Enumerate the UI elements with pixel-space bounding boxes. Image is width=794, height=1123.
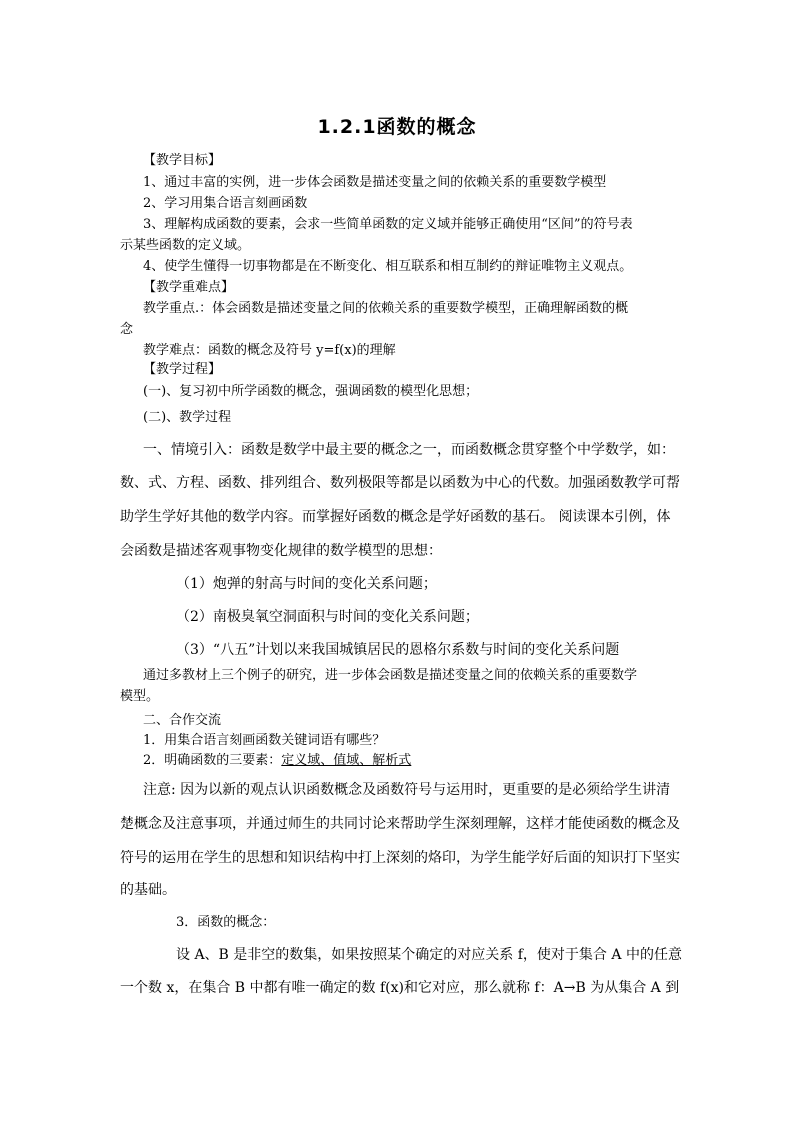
process-step-1: (一)、复习初中所学函数的概念，强调函数的模型化思想；	[143, 384, 479, 399]
note-line-1: 注意: 因为以新的观点认识函数概念及函数符号与运用时，更重要的是必须给学生讲清	[143, 782, 671, 798]
situation-line-4: 会函数是描述客观事物变化规律的数学模型的思想：	[120, 543, 442, 559]
section-heading-key: 【教学重难点】	[143, 280, 235, 295]
example-2: （2）南极臭氧空洞面积与时间的变化关系问题；	[176, 609, 479, 625]
section-heading-goals: 【教学目标】	[143, 153, 222, 168]
key-point-line-2: 念	[120, 322, 134, 337]
three-examples-line-1: 通过多教材上三个例子的研究，进一步体会函数是描述变量之间的依赖关系的重要数学	[143, 668, 638, 683]
goal-item-2: 2、学习用集合语言刻画函数	[143, 196, 308, 211]
three-elements-underlined: 定义域、值域、解析式	[281, 753, 412, 768]
process-step-2: (二)、教学过程	[143, 410, 232, 425]
note-line-3: 符号的运用在学生的思想和知识结构中打上深刻的烙印，为学生能学好后面的知识打下坚实	[120, 850, 680, 866]
page-title: 1.2.1函数的概念	[317, 116, 477, 138]
key-point-line-1: 教学重点.：体会函数是描述变量之间的依赖关系的重要数学模型，正确理解函数的概	[143, 301, 629, 316]
situation-line-1: 一、情境引入：函数是数学中最主要的概念之一，而函数概念贯穿整个中学数学，如：	[143, 442, 675, 458]
example-1: （1）炮弹的射高与时间的变化关系问题；	[176, 576, 437, 592]
example-3: （3）“八五”计划以来我国城镇居民的恩格尔系数与时间的变化关系问题	[176, 642, 620, 658]
goal-item-3a: 3、理解构成函数的要素，会求一些简单函数的定义域并能够正确使用“区间”的符号表	[143, 217, 633, 232]
cooperation-item-2	[143, 751, 703, 771]
goal-item-4: 4、使学生懂得一切事物都是在不断变化、相互联系和相互制约的辩证唯物主义观点。	[143, 259, 633, 274]
note-line-4: 的基础。	[120, 882, 176, 898]
concept-heading: 3．函数的概念：	[176, 915, 276, 930]
note-line-2: 楚概念及注意事项，并通过师生的共同讨论来帮助学生深刻理解，这样才能使函数的概念及	[120, 816, 680, 832]
cooperation-heading: 二、合作交流	[143, 713, 222, 728]
goal-item-3b: 示某些函数的定义域。	[120, 238, 251, 253]
difficult-point: 教学难点：函数的概念及符号 y=f(x)的理解	[143, 343, 396, 358]
section-heading-process: 【教学过程】	[143, 362, 222, 377]
definition-line-1: 设 A、B 是非空的数集，如果按照某个确定的对应关系 f，使对于集合 A 中的任意	[176, 947, 682, 963]
cooperation-item-1: 1．用集合语言刻画函数关键词语有哪些？	[143, 733, 386, 748]
cooperation-item-2-prefix: 2．明确函数的三要素：	[143, 753, 282, 768]
definition-line-2: 一个数 x，在集合 B 中都有唯一确定的数 f(x)和它对应，那么就称 f：A→B 为从集合 A 到	[120, 980, 680, 996]
situation-line-3: 助学生学好其他的数学内容。而掌握好函数的概念是学好函数的基石。 阅读课本引例，体	[120, 509, 671, 525]
goal-item-1: 1、通过丰富的实例，进一步体会函数是描述变量之间的依赖关系的重要数学模型	[143, 175, 607, 190]
situation-line-2: 数、式、方程、函数、排列组合、数列极限等都是以函数为中心的代数。加强函数教学可帮	[120, 475, 680, 491]
three-examples-line-2: 模型。	[120, 689, 160, 704]
